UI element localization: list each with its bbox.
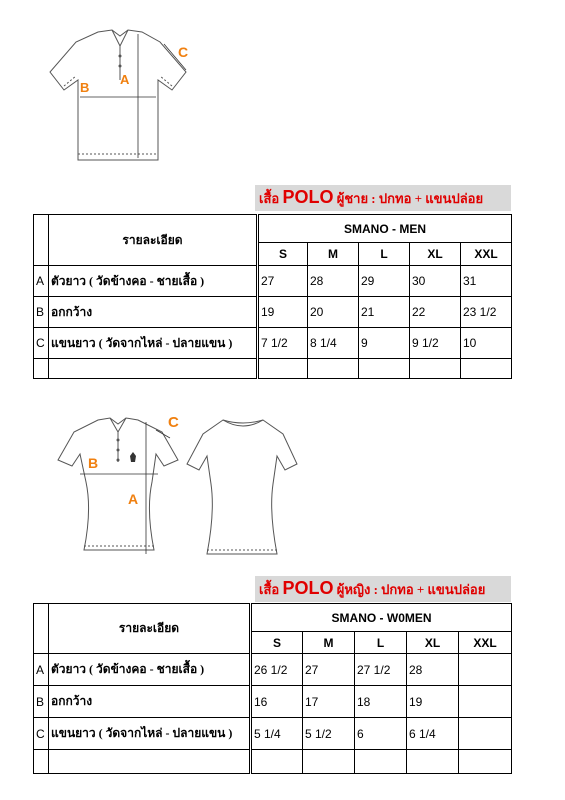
cell-value: 19: [407, 686, 459, 718]
cell-value: 27: [303, 654, 355, 686]
cell-value: 9 1/2: [410, 328, 461, 359]
men-label-a: A: [120, 72, 130, 87]
women-size-xxl: XXL: [459, 632, 512, 654]
cell-value: 27: [258, 266, 308, 297]
row-desc: ตัวยาว ( วัดข้างคอ - ชายเสื้อ ): [49, 654, 251, 686]
cell-value: 26 1/2: [251, 654, 303, 686]
men-size-m: M: [308, 243, 359, 266]
men-size-xl: XL: [410, 243, 461, 266]
cell-value: 6 1/4: [407, 718, 459, 750]
cell-value: 28: [308, 266, 359, 297]
men-label-c: C: [178, 44, 189, 60]
table-row: [34, 686, 512, 718]
cell-value: 29: [359, 266, 410, 297]
women-title-banner: [255, 576, 511, 602]
women-label-a: A: [128, 491, 139, 507]
women-size-m: M: [303, 632, 355, 654]
cell-value: 19: [258, 297, 308, 328]
women-header-brand: SMANO - W0MEN: [251, 604, 512, 632]
row-code: B: [34, 686, 49, 718]
cell-value: 28: [407, 654, 459, 686]
table-row-empty: [34, 750, 512, 774]
row-desc: อกกว้าง: [49, 297, 258, 328]
cell-value: 22: [410, 297, 461, 328]
women-header-desc: รายละเอียด: [49, 604, 251, 654]
row-code: C: [34, 718, 49, 750]
table-row: [34, 718, 512, 750]
row-desc: อกกว้าง: [49, 686, 251, 718]
women-size-table: [33, 603, 512, 774]
cell-value: 8 1/4: [308, 328, 359, 359]
women-title-suffix: ผู้หญิง : ปกทอ + แขนปล่อย: [336, 582, 486, 597]
cell-value: 5 1/4: [251, 718, 303, 750]
men-label-b: B: [80, 80, 90, 95]
cell-value: 17: [303, 686, 355, 718]
table-row-empty: [34, 359, 512, 379]
cell-value: 20: [308, 297, 359, 328]
men-size-l: L: [359, 243, 410, 266]
men-title-prefix: เสื้อ: [259, 191, 280, 206]
row-desc: แขนยาว ( วัดจากไหล่ - ปลายแขน ): [49, 328, 258, 359]
men-shirt-diagram: [40, 20, 200, 170]
women-header-code: [34, 604, 49, 654]
men-title-suffix: ผู้ชาย : ปกทอ + แขนปล่อย: [336, 191, 484, 206]
cell-value: [459, 654, 512, 686]
cell-value: 16: [251, 686, 303, 718]
row-code: A: [34, 266, 49, 297]
table-row: [34, 297, 512, 328]
women-label-b: B: [88, 455, 99, 471]
men-size-table: [33, 214, 512, 379]
cell-value: 7 1/2: [258, 328, 308, 359]
cell-value: 5 1/2: [303, 718, 355, 750]
cell-value: [459, 718, 512, 750]
row-code: C: [34, 328, 49, 359]
cell-value: 23 1/2: [461, 297, 512, 328]
cell-value: 30: [410, 266, 461, 297]
women-size-l: L: [355, 632, 407, 654]
women-title-polo: POLO: [282, 578, 334, 598]
cell-value: 10: [461, 328, 512, 359]
table-row: [34, 328, 512, 359]
men-header-code: [34, 215, 49, 266]
cell-value: 18: [355, 686, 407, 718]
cell-value: 27 1/2: [355, 654, 407, 686]
women-title-prefix: เสื้อ: [259, 582, 280, 597]
women-label-c: C: [168, 414, 179, 431]
men-title-banner: [255, 185, 511, 211]
table-row: [34, 654, 512, 686]
cell-value: 31: [461, 266, 512, 297]
men-header-desc: รายละเอียด: [49, 215, 258, 266]
men-size-s: S: [258, 243, 308, 266]
men-title-polo: POLO: [282, 187, 334, 207]
cell-value: 9: [359, 328, 410, 359]
men-size-xxl: XXL: [461, 243, 512, 266]
cell-value: 6: [355, 718, 407, 750]
women-size-xl: XL: [407, 632, 459, 654]
row-desc: ตัวยาว ( วัดข้างคอ - ชายเสื้อ ): [49, 266, 258, 297]
row-code: B: [34, 297, 49, 328]
cell-value: 21: [359, 297, 410, 328]
women-shirt-front-diagram: [50, 410, 185, 560]
row-code: A: [34, 654, 49, 686]
women-shirt-back-diagram: [185, 412, 300, 562]
row-desc: แขนยาว ( วัดจากไหล่ - ปลายแขน ): [49, 718, 251, 750]
cell-value: [459, 686, 512, 718]
men-header-brand: SMANO - MEN: [258, 215, 512, 243]
table-row: [34, 266, 512, 297]
women-size-s: S: [251, 632, 303, 654]
